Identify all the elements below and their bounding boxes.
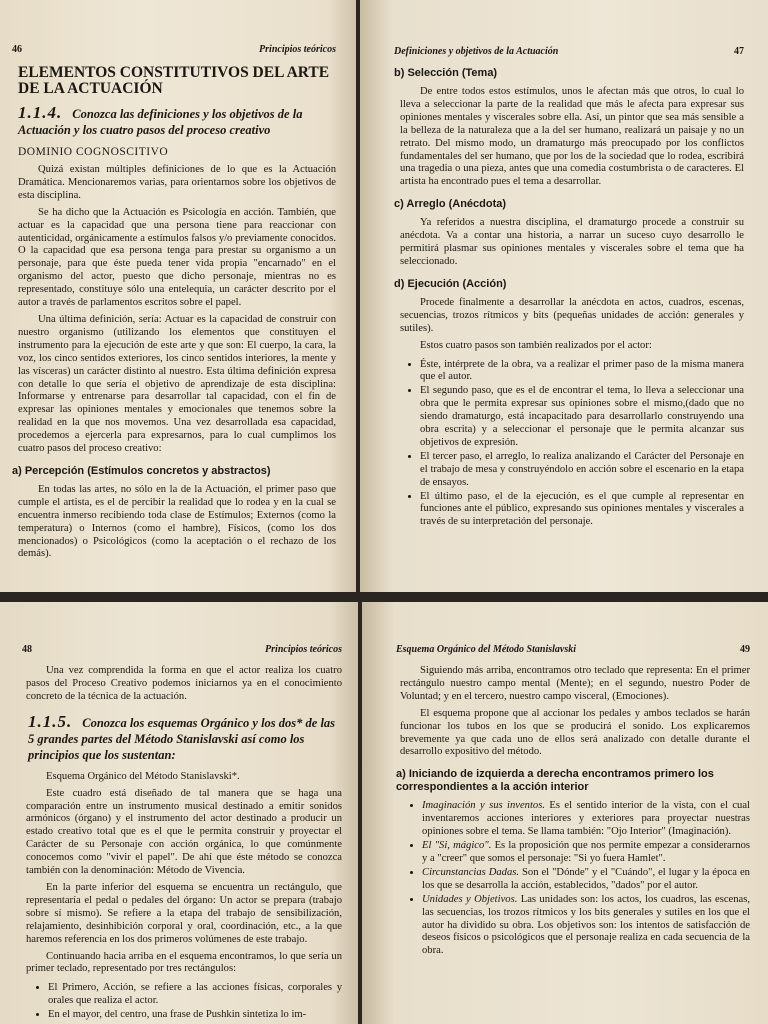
bullet-list bbox=[394, 359, 744, 530]
running-header bbox=[12, 44, 336, 55]
section-title: Conozca los esquemas Orgánico y los dos* de las 5 grandes partes del Método Stanislavski así como los principios que los sustentan: bbox=[28, 715, 336, 762]
paragraph: Una última definición, sería: Actuar es la capacidad de construir con nuestro organismo (utilizando los elementos que constituyen el instrumento para la ejecución de este arte y que son: El cuerpo, la cara, la voz, los cinco sentidos exteriores, los cinco sentidos interiores, la mente y las vísceras) un carácter distinto al nuestro. Esta última definición expresa con detalle lo que sería el objetivo de aprendizaje de esta disciplina: Informarse y entrenarse para desarrollar tal capacidad, con el fin de expresar las opiniones mentales y emocionales que tenemos sobre la realidad en la que nos movemos. Una vez desarrollada esa capacidad, procedemos a ejercerla para expresarnos, para lo cual cumplimos los cuatro pasos del proceso creativo: bbox=[18, 313, 336, 455]
paragraph: De entre todos estos estímulos, unos le afectan más que otros, lo cual lo lleva a seleccionar la parte de la realidad que más le afecta para expresar sus opiniones mentales y viscerales sobre ella. Así, un pintor que sea más sensible a la belleza de la naturaleza que a la del ser humano, realizará un paisaje y no un retrato. Del mismo modo, un dramaturgo más preocupado por los conflictos fundamentales del ser humano, que por los de la sociedad que lo rodea, escribirá una tragedia o una pieza, antes que una comedia costumbrista o de caracteres. El artista ha encontrado pues el tema a desarrollar. bbox=[400, 86, 744, 188]
list-item bbox=[422, 894, 750, 959]
header-title: Definiciones y objetivos de la Actuación bbox=[394, 46, 559, 57]
page-number: 49 bbox=[740, 644, 750, 655]
subheading: a) Percepción (Estímulos concretos y abstractos) bbox=[12, 464, 271, 477]
term: Circunstancias Dadas. bbox=[422, 866, 520, 878]
running-header bbox=[394, 46, 744, 57]
paragraph: En la parte inferior del esquema se encuentra un rectángulo, que representaría el pedal o pedales del órgano: Un actor se prepara (trabajo sobre sí mismo). Se refiere a la etapa del trabajo de sensibilización, relajamiento, desinhibición corporal y oral, coordinación, etc., a la que haremos referencia en los dos primeros volúmenes de este trabajo. bbox=[26, 881, 342, 945]
section-heading bbox=[28, 711, 342, 763]
term: Unidades y Objetivos. bbox=[422, 893, 518, 905]
page-number: 47 bbox=[734, 46, 744, 57]
page-49 bbox=[362, 602, 768, 1024]
domain-label: DOMINIO COGNOSCITIVO bbox=[18, 146, 169, 158]
section-number: 1.1.5. bbox=[28, 711, 73, 731]
paragraph: Quizá existan múltiples definiciones de lo que es la Actuación Dramática. Mencionaremos varias, para orientarnos sobre los objetivos de esta disciplina. bbox=[18, 164, 336, 201]
page-48 bbox=[0, 602, 358, 1024]
paragraph: El esquema propone que al accionar los pedales y ambos teclados se harán funcionar los tubos en los que se producirá el sonido. Los explicaremos brevemente ya que cada uno de ellos será analizado con detalle durante el desarrollo expositivo del método. bbox=[400, 707, 750, 758]
list-item bbox=[422, 867, 750, 893]
section-heading bbox=[18, 105, 336, 138]
list-item bbox=[422, 800, 750, 839]
paragraph: Procede finalmente a desarrollar la anécdota en actos, cuadros, escenas, secuencias, trozos rítmicos y bits (pequeñas unidades de acción: generales y sutiles). bbox=[400, 296, 744, 334]
list-item: • El último paso, el de la ejecución, es el que cumple al representar en funciones ante el público, expresando sus opiniones mentales y viscerales a través de su interpretación del personaje. bbox=[420, 491, 744, 530]
running-header bbox=[22, 644, 342, 655]
subheading: b) Selección (Tema) bbox=[394, 67, 498, 79]
term-text: Es el sentido interior de la vista, con el cual inventaremos acciones interiores y exteriores para proyectar nuestras opiniones sobre el tema. Se llama también: "Ojo Interior" (Imaginación). bbox=[422, 800, 750, 838]
list-item: • Éste, intérprete de la obra, va a realizar el primer paso de la misma manera que el autor. bbox=[420, 359, 744, 385]
page-number: 48 bbox=[22, 644, 32, 655]
paragraph: Siguiendo más arriba, encontramos otro teclado que representa: En el primer rectángulo nuestro campo mental (Mente); en el segundo, nuestro Poder de Voluntad; y en el tercero, nuestro campo visceral, (Emociones). bbox=[400, 665, 750, 702]
list-item: • El Primero, Acción, se refiere a las acciones físicas, corporales y orales que realiza el actor. bbox=[48, 982, 342, 1008]
paragraph: En todas las artes, no sólo en la de la Actuación, el primer paso que cumple el artista, es el de percibir la realidad que lo rodea y en la cual se encuentra inmerso recibiendo toda clase de Estímulos; Externos (como la temperatura) o Internos (como el hambre), Físicos, (como los dos mencionados) o Psicológicos (como la aceptación o el rechazo de los demás). bbox=[18, 483, 336, 560]
list-item: • En el mayor, del centro, una frase de Pushkin sintetiza lo im- bbox=[48, 1009, 342, 1022]
page-47 bbox=[360, 0, 768, 592]
subheading: d) Ejecución (Acción) bbox=[394, 277, 507, 290]
paragraph: Este cuadro está diseñado de tal manera que se haga una comparación entre un instrumento musical destinado a emitir sonidos armónicos (órgano) y el instrumento del actor destinado a producir un estado creativo total que es el que le permita construir y proyectar el Carácter de su Personaje con acción orgánica, lo que comúnmente conocemos como "vivir el papel". De ahí que éste método se conozca también con la denominación: Método de Vivencia. bbox=[26, 787, 342, 877]
page-number: 46 bbox=[12, 44, 22, 55]
term: El "Si, mágico". bbox=[422, 840, 492, 852]
paragraph: Estos cuatro pasos son también realizados por el actor: bbox=[420, 339, 652, 351]
term-text: Son el "Dónde" y el "Cuándo", el lugar y la época en los que se desarrolla la acción, establecidos, "dados" por el autor. bbox=[422, 866, 750, 891]
running-header bbox=[396, 644, 750, 655]
header-title: Principios teóricos bbox=[265, 644, 342, 655]
paragraph: Se ha dicho que la Actuación es Psicología en acción. También, que actuar es la capacidad que una persona tiene para reaccionar con autenticidad, orgánicamente a estímulos falsos y/o previamente conocidos. O la capacidad que esa persona tenga para prestar su organismo a un personaje, para que éste pueda tener vida propia "encarnado" en el organismo del actor, puesto que dicho personaje, mientras no es representado, constituye sólo una entelequia, un carácter descrito por el autor a través de parlamentos escritos sobre el papel. bbox=[18, 206, 336, 309]
subheading: a) Iniciando de izquierda a derecha encontramos primero los correspondientes a la acción interior bbox=[396, 768, 714, 794]
bullet-list bbox=[22, 982, 342, 1022]
section-number: 1.1.4. bbox=[18, 103, 63, 122]
term-text: Las unidades son: los actos, los cuadros, las escenas, las secuencias, los trozos rítmicos y los bits generales y sutiles en los que el autor ha dividido su obra. Los objetivos son: los intentos de satisfacción de deseos físicos o psicológicos que el personaje realiza en cada secuencia de la obra. bbox=[422, 893, 750, 957]
term-text: Es la proposición que nos permite empezar a considerarnos y a "creer" que somos el personaje: "Si yo fuera Hamlet". bbox=[422, 840, 750, 864]
subheading: c) Arreglo (Anécdota) bbox=[394, 198, 507, 211]
header-title: Esquema Orgánico del Método Stanislavski bbox=[396, 644, 577, 655]
list-item: • El tercer paso, el arreglo, lo realiza analizando el Carácter del Personaje en el trabajo de mesa y construyéndolo en acción sobre el escenario en la etapa de ensayos. bbox=[420, 451, 744, 490]
list-item bbox=[422, 840, 750, 866]
paragraph: Ya referidos a nuestra disciplina, el dramaturgo procede a construir su anécdota. Va a contar una historia, a narrar un suceso cuyo desarrollo le permitirá plasmar sus opiniones mentales y viscerales sobre el tema que ha seleccionado. bbox=[400, 217, 744, 267]
paragraph: Continuando hacia arriba en el esquema encontramos, lo que sería un primer teclado, representado por tres rectángulos: bbox=[26, 950, 342, 975]
paragraph: Esquema Orgánico del Método Stanislavski*. bbox=[46, 770, 240, 782]
page-46 bbox=[0, 0, 356, 592]
header-title: Principios teóricos bbox=[259, 44, 336, 55]
section-title: Conozca las definiciones y los objetivos de la Actuación y los cuatro pasos del proceso creativo bbox=[18, 107, 303, 137]
paragraph: Una vez comprendida la forma en que el actor realiza los cuatro pasos del Proceso Creativo podemos iniciarnos ya en el conocimiento concreto de la técnica de la actuación. bbox=[26, 665, 342, 702]
chapter-title: ELEMENTOS CONSTITUTIVOS DEL ARTE DE LA ACTUACIÓN bbox=[18, 64, 330, 97]
term: Imaginación y sus inventos. bbox=[422, 800, 545, 812]
bullet-list bbox=[396, 800, 750, 958]
list-item: • El segundo paso, que es el de encontrar el tema, lo lleva a seleccionar una obra que le permita expresar sus opiniones sobre el mismo,(dado que no siendo dramaturgo, está incapacitado para desarrollarlo construyendo una obra escrita) y a seleccionar el personaje que le permita alcanzar sus objetivos de expresión. bbox=[420, 385, 744, 450]
